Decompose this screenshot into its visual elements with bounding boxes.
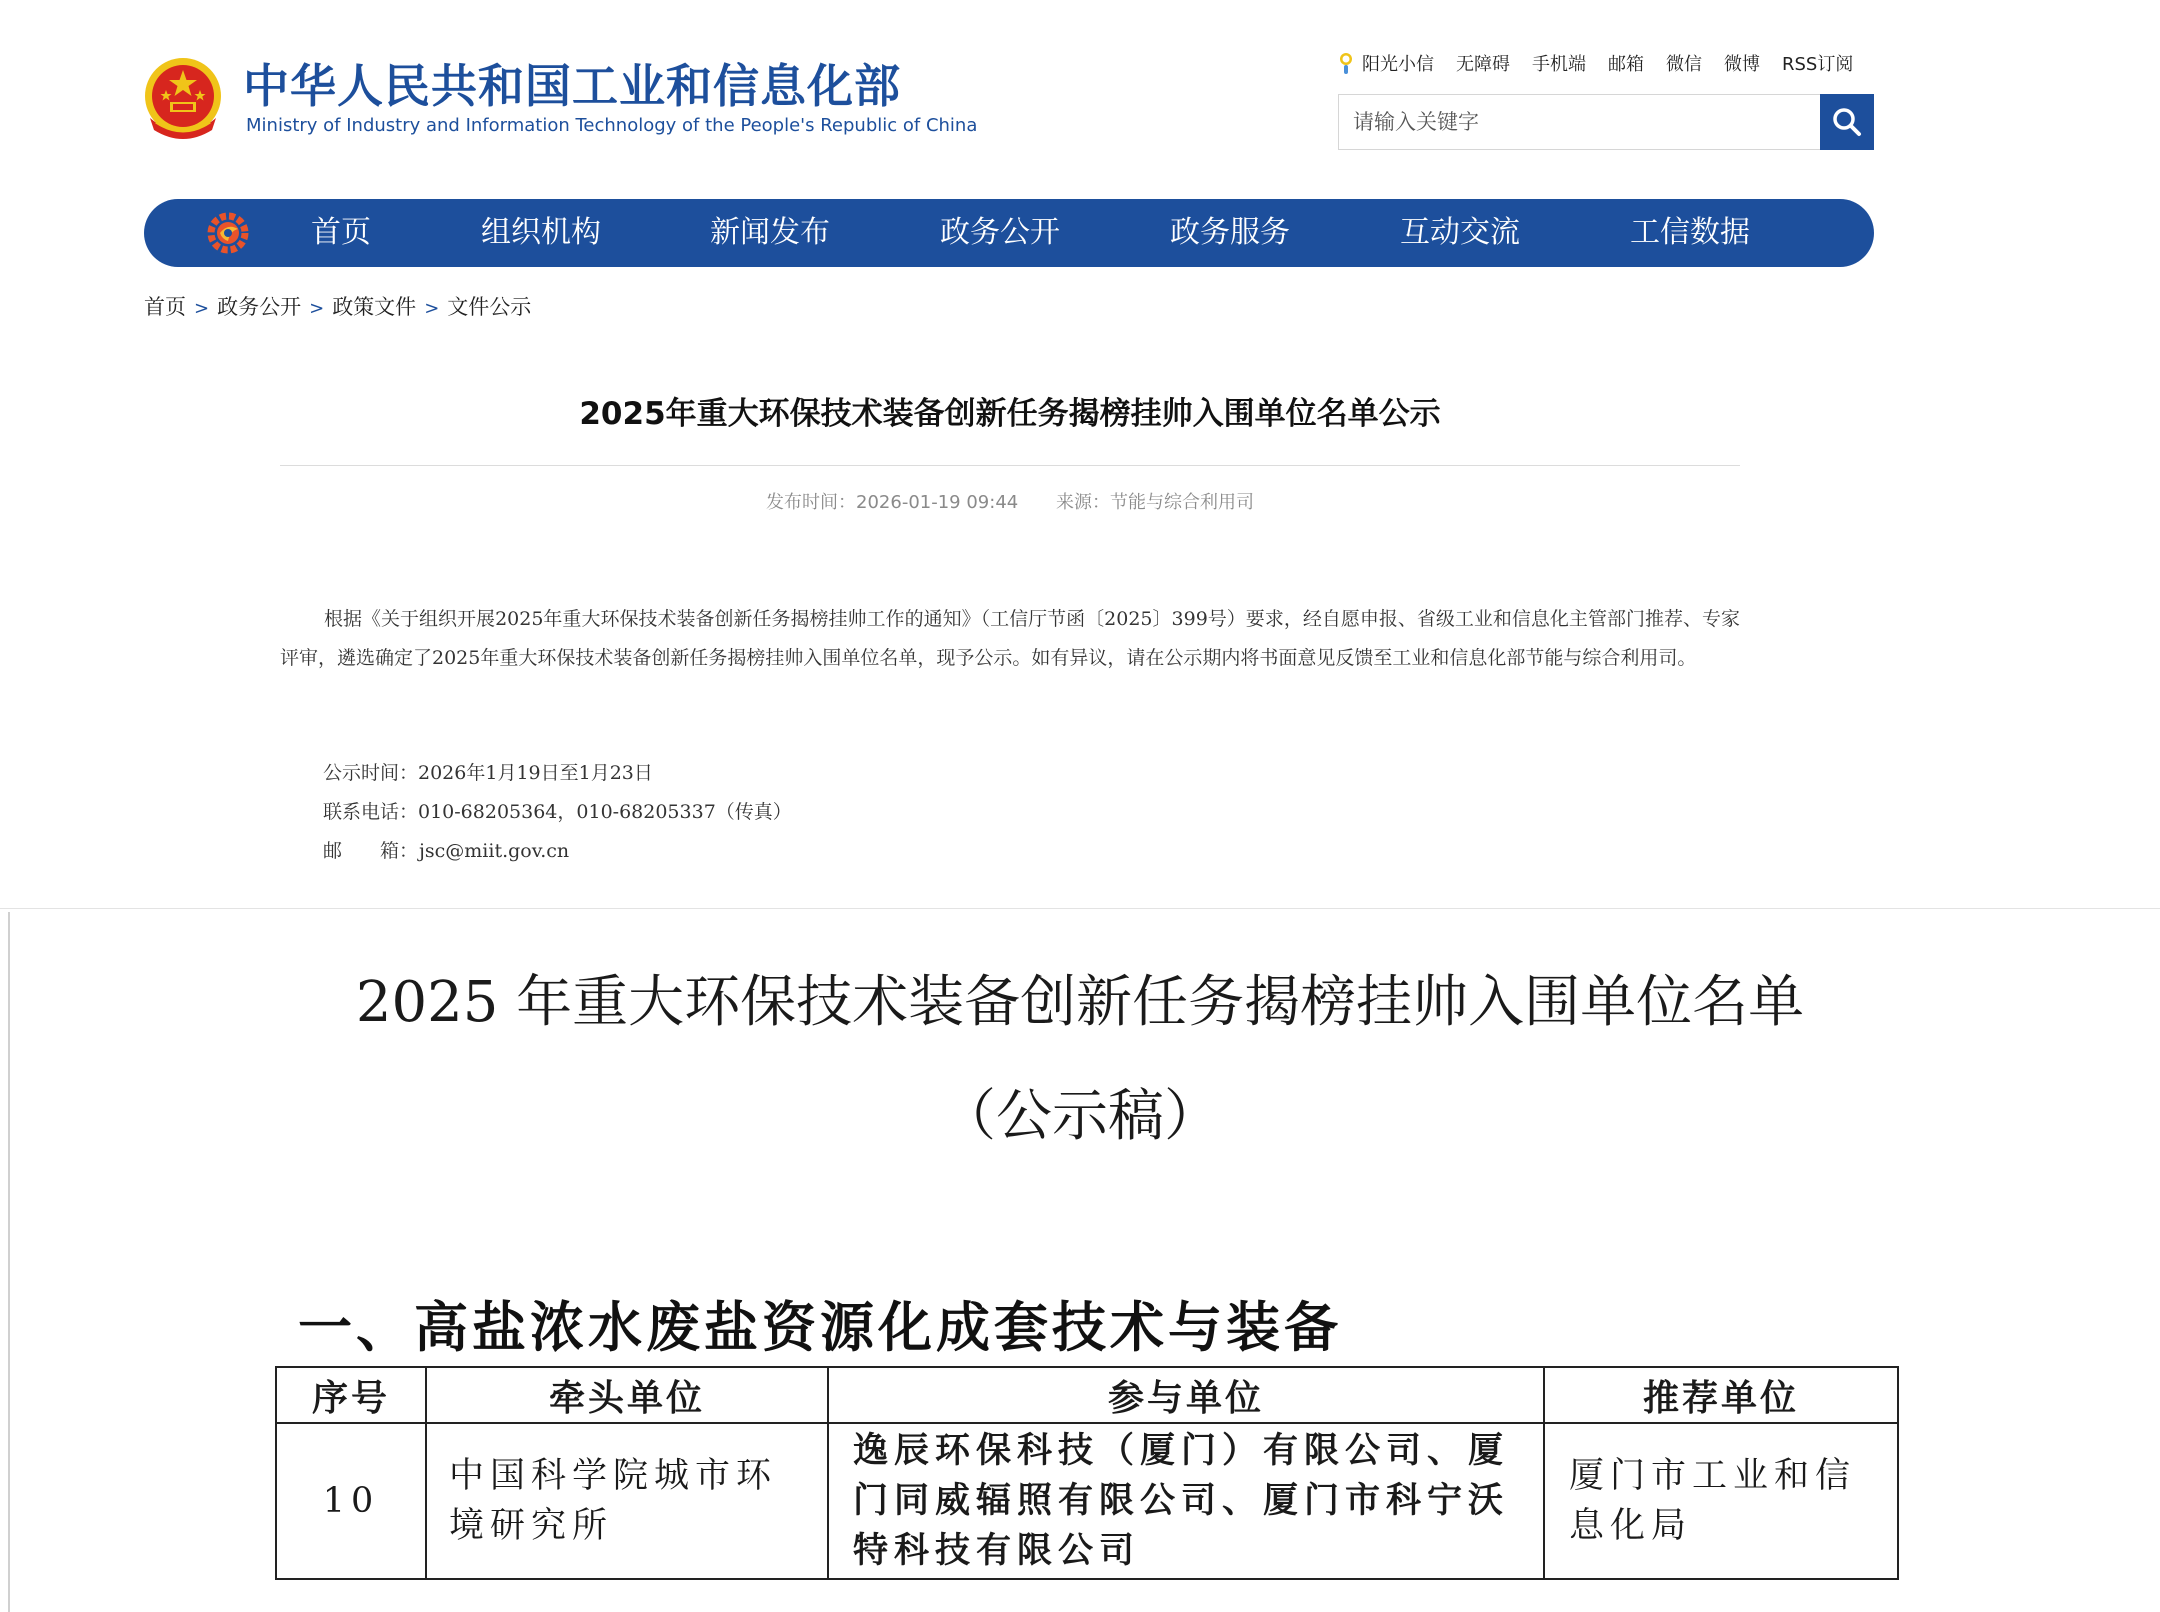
- header-participating-units: 参与单位: [828, 1367, 1544, 1423]
- header-recommending-unit: 推荐单位: [1544, 1367, 1898, 1423]
- table-row: [276, 1423, 1898, 1579]
- link-rss[interactable]: RSS订阅: [1782, 54, 1854, 75]
- nav-interaction[interactable]: 互动交流: [1400, 215, 1520, 250]
- document-subtitle: （公示稿）: [940, 1084, 1220, 1149]
- document-edge: [8, 912, 10, 1612]
- link-weibo[interactable]: 微博: [1724, 54, 1760, 75]
- contact-email[interactable]: jsc@miit.gov.cn: [419, 840, 570, 862]
- article-title: 2025年重大环保技术装备创新任务揭榜挂帅入围单位名单公示: [579, 396, 1441, 432]
- site-title-english[interactable]: Ministry of Industry and Information Technology of the People's Republic of China: [246, 115, 978, 136]
- document-divider: [0, 908, 2160, 909]
- title-divider: [280, 465, 1740, 466]
- nav-government-services[interactable]: 政务服务: [1170, 215, 1290, 250]
- link-mobile[interactable]: 手机端: [1532, 54, 1586, 75]
- sunshine-mascot-icon: [1336, 50, 1356, 76]
- link-accessibility[interactable]: 无障碍: [1456, 54, 1510, 75]
- breadcrumb-policy-documents[interactable]: 政策文件: [332, 295, 417, 319]
- article-meta: [280, 490, 1740, 516]
- article-body: 根据《关于组织开展2025年重大环保技术装备创新任务揭榜挂帅工作的通知》（工信厅节函〔2025〕399号）要求，经自愿申报、省级工业和信息化主管部门推荐、专家评审，遴选确定了2025年重大环保技术装备创新任务揭榜挂帅入围单位名单，现予公示。如有异议，请在公示期内将书面意见反馈至工业和信息化部节能与综合利用司。: [280, 608, 1740, 669]
- header-lead-unit: 牵头单位: [426, 1367, 828, 1423]
- nav-home[interactable]: 首页: [311, 215, 371, 250]
- breadcrumb-government-affairs[interactable]: 政务公开: [217, 295, 302, 319]
- nav-government-affairs[interactable]: 政务公开: [940, 215, 1060, 250]
- shortlist-table: [275, 1366, 1899, 1580]
- cell-lead-unit: 中国科学院城市环境研究所: [426, 1423, 828, 1579]
- link-wechat[interactable]: 微信: [1666, 54, 1702, 75]
- breadcrumb-document-notice[interactable]: 文件公示: [447, 295, 532, 319]
- article-source: 来源：节能与综合利用司: [1055, 492, 1254, 513]
- link-mailbox[interactable]: 邮箱: [1608, 54, 1644, 75]
- document-title: 2025 年重大环保技术装备创新任务揭榜挂帅入围单位名单: [355, 970, 1805, 1035]
- link-sunshine-letter[interactable]: 阳光小信: [1362, 54, 1434, 75]
- gear-logo-icon: [206, 211, 250, 255]
- search-icon: [1831, 106, 1863, 138]
- main-nav: [144, 199, 1874, 267]
- breadcrumb-separator: >: [194, 298, 210, 319]
- breadcrumb: [144, 292, 531, 324]
- contact-email-line: [323, 836, 569, 866]
- notice-period: 公示时间：2026年1月19日至1月23日: [323, 762, 653, 784]
- cell-participating-units: 逸辰环保科技（厦门）有限公司、厦门同威辐照有限公司、厦门市科宁沃特科技有限公司: [828, 1423, 1544, 1579]
- nav-news[interactable]: 新闻发布: [710, 215, 830, 250]
- national-emblem-icon: [142, 56, 224, 142]
- nav-organization[interactable]: 组织机构: [481, 215, 601, 250]
- table-header-row: [276, 1367, 1898, 1423]
- search-button[interactable]: [1820, 94, 1874, 150]
- breadcrumb-separator: >: [309, 298, 325, 319]
- cell-serial-number: 10: [276, 1423, 426, 1579]
- top-links: [1336, 48, 1853, 78]
- email-label: 邮 箱：: [323, 840, 419, 862]
- breadcrumb-separator: >: [424, 298, 440, 319]
- publish-time: 发布时间：2026-01-19 09:44: [766, 492, 1019, 513]
- header-serial-number: 序号: [276, 1367, 426, 1423]
- cell-recommending-unit: 厦门市工业和信息化局: [1544, 1423, 1898, 1579]
- nav-data[interactable]: 工信数据: [1630, 215, 1750, 250]
- site-title[interactable]: 中华人民共和国工业和信息化部: [243, 59, 901, 113]
- breadcrumb-home[interactable]: 首页: [144, 295, 186, 319]
- search-input[interactable]: [1339, 95, 1819, 149]
- document-section-heading: 一、高盐浓水废盐资源化成套技术与装备: [298, 1295, 1342, 1359]
- search-box: [1338, 94, 1874, 150]
- contact-phone: 联系电话：010-68205364，010-68205337（传真）: [323, 801, 792, 823]
